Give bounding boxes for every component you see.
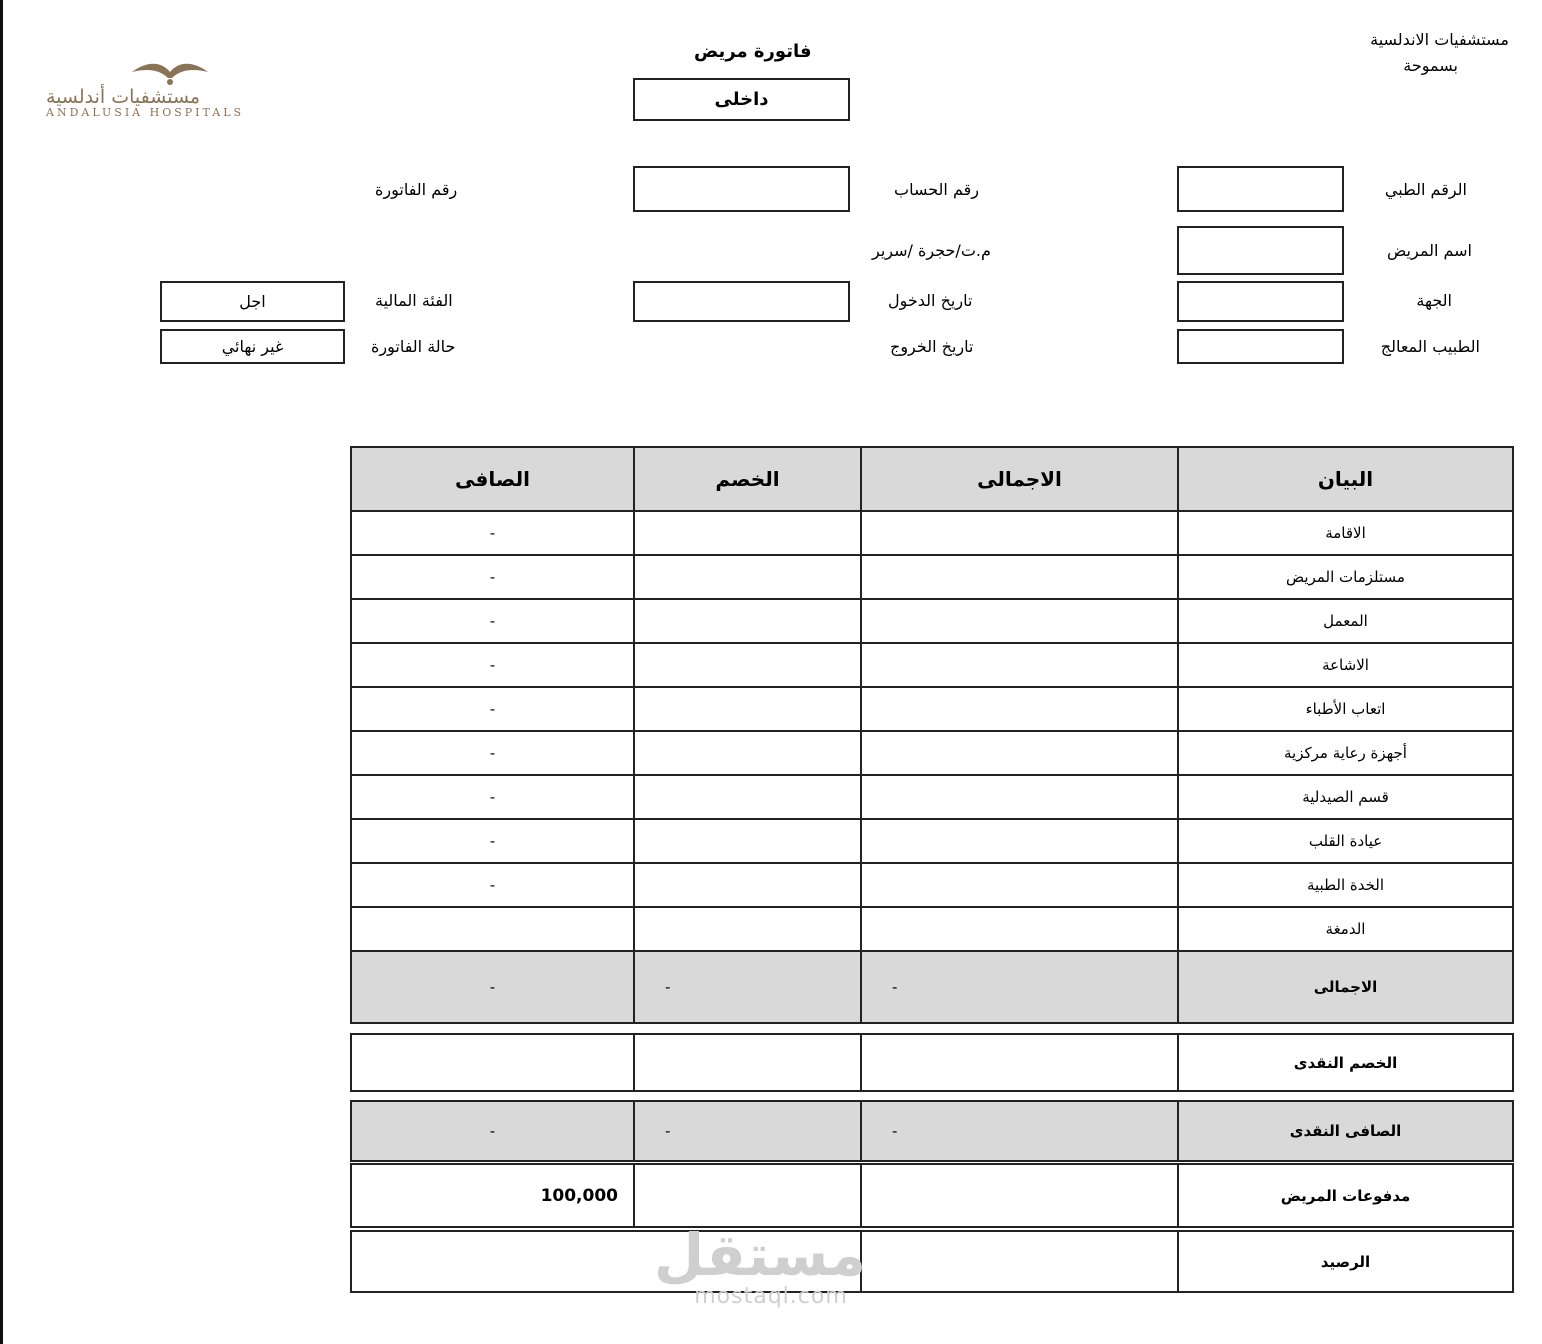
admission-date-label: تاريخ الدخول (888, 291, 973, 310)
patient-name-label: اسم المريض (1386, 241, 1472, 260)
patient-payments-total[interactable] (861, 1164, 1178, 1227)
row-net: - (351, 555, 634, 599)
watermark (653, 1221, 866, 1309)
grand-total-total: - (861, 951, 1178, 1023)
row-net: - (351, 863, 634, 907)
row-net (351, 907, 634, 951)
entity-field[interactable] (1177, 281, 1344, 322)
row-item: الاقامة (1178, 511, 1513, 555)
table-row (351, 731, 1513, 775)
row-total[interactable] (861, 555, 1178, 599)
row-item: أجهزة رعاية مركزية (1178, 731, 1513, 775)
cash-net-row (351, 1101, 1513, 1161)
financial-category-label: الفئة المالية (375, 291, 453, 310)
row-total[interactable] (861, 731, 1178, 775)
balance-row (351, 1231, 1513, 1292)
row-net: - (351, 775, 634, 819)
balance-label: الرصيد (1178, 1231, 1513, 1292)
row-item: الدمغة (1178, 907, 1513, 951)
row-net: - (351, 687, 634, 731)
cash-net-net: - (351, 1101, 634, 1161)
table-row (351, 599, 1513, 643)
row-net: - (351, 819, 634, 863)
table-row (351, 907, 1513, 951)
table-row (351, 511, 1513, 555)
row-total[interactable] (861, 863, 1178, 907)
row-item: الاشاعة (1178, 643, 1513, 687)
medical-number-label: الرقم الطبي (1384, 180, 1467, 199)
patient-name-field[interactable] (1177, 226, 1344, 275)
hospital-name: مستشفيات الاندلسية (1370, 30, 1509, 49)
table-row (351, 819, 1513, 863)
header-net: الصافى (351, 447, 634, 511)
grand-total-discount: - (634, 951, 861, 1023)
patient-payments-table (350, 1163, 1514, 1228)
treating-doctor-label: الطبيب المعالج (1380, 337, 1480, 356)
cash-net-total: - (861, 1101, 1178, 1161)
cash-discount-label: الخصم النقدى (1178, 1034, 1513, 1091)
invoice-status-field[interactable]: غير نهائي (160, 329, 345, 364)
invoice-type-box: داخلى (633, 78, 850, 121)
financial-category-field[interactable]: اجل (160, 281, 345, 322)
admission-date-field[interactable] (633, 281, 850, 322)
row-discount[interactable] (634, 599, 861, 643)
row-total[interactable] (861, 511, 1178, 555)
row-net: - (351, 511, 634, 555)
left-border (0, 0, 3, 1344)
table-row (351, 775, 1513, 819)
logo-english-text: ANDALUSIA HOSPITALS (46, 106, 245, 119)
hospital-branch: بسموحة (1403, 56, 1458, 75)
row-item: قسم الصيدلية (1178, 775, 1513, 819)
entity-label: الجهة (1416, 291, 1452, 310)
account-number-label: رقم الحساب (894, 180, 979, 199)
patient-payments-label: مدفوعات المريض (1178, 1164, 1513, 1227)
medical-number-field[interactable] (1177, 166, 1344, 212)
balance-total[interactable] (861, 1231, 1178, 1292)
row-total[interactable] (861, 643, 1178, 687)
header-item: البيان (1178, 447, 1513, 511)
invoice-title: فاتورة مريض (694, 41, 812, 62)
row-discount[interactable] (634, 775, 861, 819)
balance-table (350, 1230, 1514, 1293)
row-net: - (351, 599, 634, 643)
cash-net-label: الصافى النقدى (1178, 1101, 1513, 1161)
row-item: الخدة الطبية (1178, 863, 1513, 907)
row-item: مستلزمات المريض (1178, 555, 1513, 599)
cash-discount-table (350, 1033, 1514, 1092)
row-discount[interactable] (634, 907, 861, 951)
row-total[interactable] (861, 775, 1178, 819)
row-total[interactable] (861, 599, 1178, 643)
row-discount[interactable] (634, 687, 861, 731)
row-net: - (351, 643, 634, 687)
row-total[interactable] (861, 687, 1178, 731)
grand-total-net: - (351, 951, 634, 1023)
patient-payments-net: 100,000 (351, 1164, 634, 1227)
row-net: - (351, 731, 634, 775)
logo-arabic-text: مستشفيات أندلسية (46, 86, 201, 108)
invoice-status-label: حالة الفاتورة (371, 337, 456, 356)
cash-discount-total[interactable] (861, 1034, 1178, 1091)
row-discount[interactable] (634, 819, 861, 863)
discharge-date-label: تاريخ الخروج (890, 337, 974, 356)
room-bed-label: م.ت/حجرة /سرير (872, 241, 991, 260)
row-discount[interactable] (634, 555, 861, 599)
row-total[interactable] (861, 819, 1178, 863)
row-discount[interactable] (634, 731, 861, 775)
row-item: عيادة القلب (1178, 819, 1513, 863)
treating-doctor-field[interactable] (1177, 329, 1344, 364)
cash-discount-discount[interactable] (634, 1034, 861, 1091)
header-total: الاجمالى (861, 447, 1178, 511)
row-discount[interactable] (634, 643, 861, 687)
row-discount[interactable] (634, 511, 861, 555)
account-number-field[interactable] (633, 166, 850, 212)
grand-total-row (351, 951, 1513, 1023)
watermark-arabic: مستقل (653, 1221, 866, 1289)
row-item: اتعاب الأطباء (1178, 687, 1513, 731)
table-header-row (351, 447, 1513, 511)
bird-icon (130, 58, 210, 88)
row-discount[interactable] (634, 863, 861, 907)
row-item: المعمل (1178, 599, 1513, 643)
cash-discount-row (351, 1034, 1513, 1091)
header-discount: الخصم (634, 447, 861, 511)
invoice-number-label: رقم الفاتورة (375, 180, 458, 199)
patient-payments-row (351, 1164, 1513, 1227)
cash-net-discount: - (634, 1101, 861, 1161)
cash-net-table (350, 1100, 1514, 1162)
hospital-logo (40, 58, 290, 122)
watermark-english: mostaql.com (694, 1284, 848, 1309)
table-row (351, 863, 1513, 907)
cash-discount-net[interactable] (351, 1034, 634, 1091)
charges-table (350, 446, 1514, 1024)
row-total[interactable] (861, 907, 1178, 951)
table-row (351, 555, 1513, 599)
table-row (351, 687, 1513, 731)
patient-payments-discount[interactable] (634, 1164, 861, 1227)
grand-total-label: الاجمالى (1178, 951, 1513, 1023)
table-row (351, 643, 1513, 687)
